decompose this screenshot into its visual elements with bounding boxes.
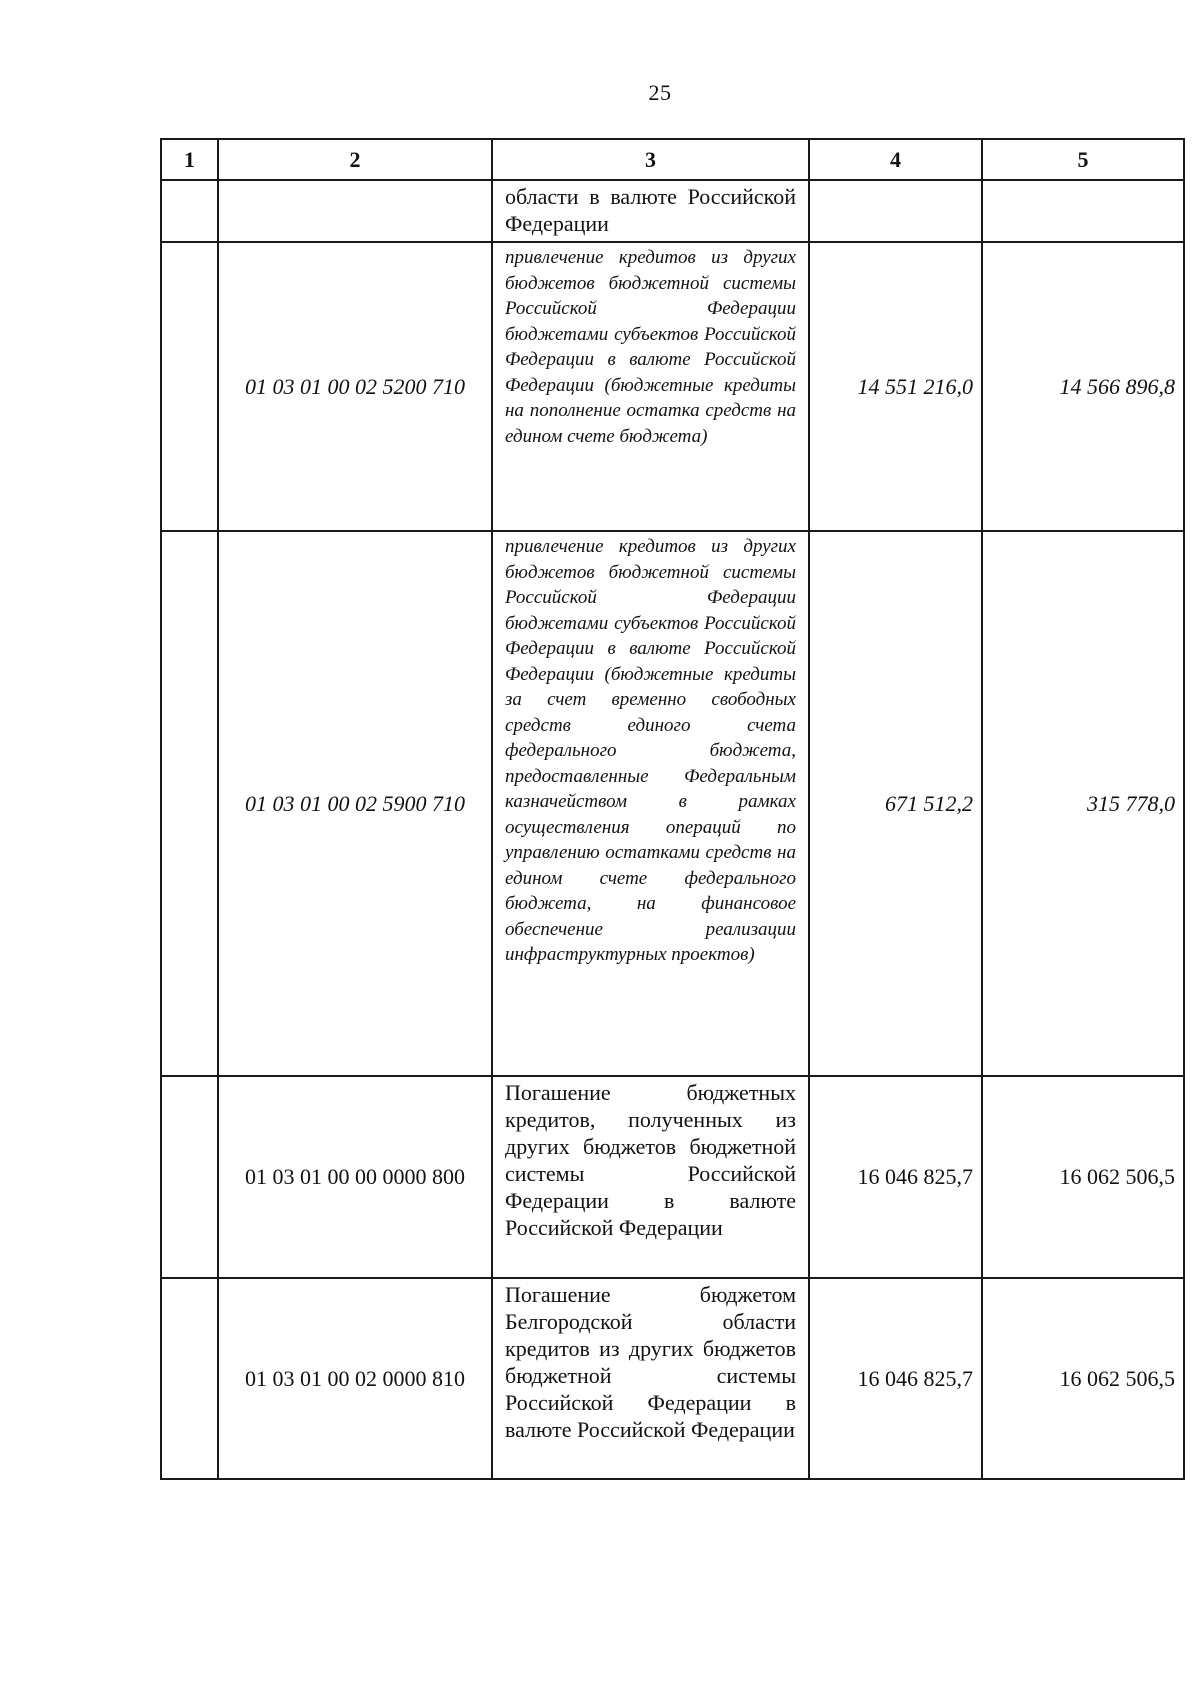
amount-year-1-cell [809,180,982,242]
classification-code-cell: 01 03 01 00 02 0000 810 [218,1278,492,1479]
table-row [161,1278,1184,1479]
amount-year-2-cell: 16 062 506,5 [982,1076,1184,1278]
amount-year-1-cell: 16 046 825,7 [809,1278,982,1479]
amount-year-2-cell: 315 778,0 [982,531,1184,1076]
table-row [161,1076,1184,1278]
row-number-cell [161,1278,218,1479]
classification-code-cell: 01 03 01 00 02 5200 710 [218,242,492,531]
description-cell: привлечение кредитов из других бюджетов бюджетной системы Российской Федерации бюджетами субъектов Российской Федерации в валюте Российской Федерации (бюджетные кредиты на пополнение остатка средств на едином счете бюджета) [492,242,809,531]
amount-year-2-cell: 16 062 506,5 [982,1278,1184,1479]
classification-code-cell: 01 03 01 00 00 0000 800 [218,1076,492,1278]
description-cell: области в валюте Российской Федерации [492,180,809,242]
column-header-3: 3 [492,139,809,180]
column-header-2: 2 [218,139,492,180]
description-cell: Погашение бюджетных кредитов, полученных из других бюджетов бюджетной системы Российской Федерации в валюте Российской Федерации [492,1076,809,1278]
table-row [161,242,1184,531]
table-row [161,180,1184,242]
row-number-cell [161,531,218,1076]
amount-year-2-cell: 14 566 896,8 [982,242,1184,531]
column-header-4: 4 [809,139,982,180]
description-cell: привлечение кредитов из других бюджетов бюджетной системы Российской Федерации бюджетами субъектов Российской Федерации в валюте Российской Федерации (бюджетные кредиты за счет временно свободных средств единого счета федерального бюджета, предоставленные Федеральным казначейством в рамках осуществления операций по управлению остатками средств на едином счете федерального бюджета, на финансовое обеспечение реализации инфраструктурных проектов) [492,531,809,1076]
row-number-cell [161,180,218,242]
budget-sources-table [160,138,1185,1480]
classification-code-cell [218,180,492,242]
table-header-row [161,139,1184,180]
amount-year-1-cell: 671 512,2 [809,531,982,1076]
column-header-5: 5 [982,139,1184,180]
description-cell: Погашение бюджетом Белгородской области кредитов из других бюджетов бюджетной системы Российской Федерации в валюте Российской Федерации [492,1278,809,1479]
amount-year-1-cell: 14 551 216,0 [809,242,982,531]
column-header-1: 1 [161,139,218,180]
classification-code-cell: 01 03 01 00 02 5900 710 [218,531,492,1076]
row-number-cell [161,242,218,531]
amount-year-2-cell [982,180,1184,242]
amount-year-1-cell: 16 046 825,7 [809,1076,982,1278]
table-row [161,531,1184,1076]
page-number: 25 [648,80,672,105]
row-number-cell [161,1076,218,1278]
